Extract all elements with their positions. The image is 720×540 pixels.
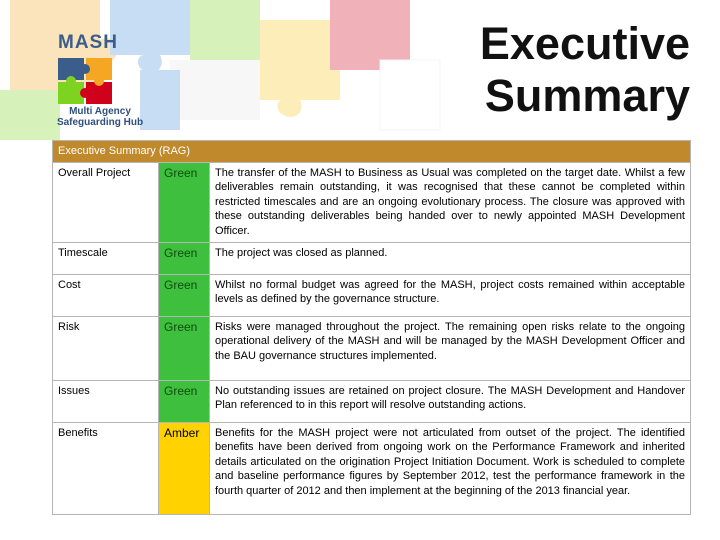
page-title <box>480 18 690 122</box>
status-badge: Green <box>159 242 210 274</box>
mash-logo <box>38 28 168 140</box>
page-title-line2: Summary <box>484 70 690 121</box>
table-row <box>53 422 691 514</box>
logo-title: MASH <box>58 32 118 53</box>
table-row <box>53 274 691 316</box>
row-description: Whilst no formal budget was agreed for the MASH, project costs remained within acceptable levels as defined by the governance structure. <box>210 274 691 316</box>
status-badge: Green <box>159 274 210 316</box>
row-description: Benefits for the MASH project were not articulated from outset of the project. The identified benefits have been derived from ongoing work on the Performance Framework and inherited details articulated on the origination Project Initiation Document. Work is scheduled to complete and baseline performance figures by September 2012, test the performance framework in the fourth quarter of 2012 and then implement at the beginning of the 2013 financial year. <box>210 422 691 514</box>
logo-subtitle-line2: Safeguarding Hub <box>56 117 144 128</box>
row-item: Benefits <box>53 422 159 514</box>
row-item: Issues <box>53 380 159 422</box>
table-row <box>53 380 691 422</box>
table-header: Executive Summary (RAG) <box>53 141 691 163</box>
row-item: Overall Project <box>53 162 159 242</box>
table-row <box>53 162 691 242</box>
logo-subtitle-line1: Multi Agency <box>69 106 131 117</box>
row-item: Risk <box>53 316 159 380</box>
row-item: Cost <box>53 274 159 316</box>
table-row <box>53 242 691 274</box>
rag-table <box>52 140 691 515</box>
table-header-row <box>53 141 691 163</box>
row-item: Timescale <box>53 242 159 274</box>
row-description: The transfer of the MASH to Business as Usual was completed on the target date. Whilst a few deliverables remain outstanding, it was recognised that these cannot be completed within restricted timescales and are an ongoing evolutionary process. The closure was approved with these outstanding deliverables being handed over to newly appointed MASH Development Officer. <box>210 162 691 242</box>
status-badge: Green <box>159 380 210 422</box>
table-row <box>53 316 691 380</box>
row-description: Risks were managed throughout the project. The remaining open risks relate to the ongoing operational delivery of the MASH and will be managed by the MASH Development Officer and the BAU governance structures implemented. <box>210 316 691 380</box>
status-badge: Green <box>159 316 210 380</box>
page-title-line1: Executive <box>479 18 690 69</box>
row-description: The project was closed as planned. <box>210 242 691 274</box>
row-description: No outstanding issues are retained on project closure. The MASH Development and Handover Plan referenced to in this report will resolve outstanding actions. <box>210 380 691 422</box>
status-badge: Green <box>159 162 210 242</box>
logo-puzzle-icon <box>58 58 114 104</box>
logo-subtitle <box>40 106 160 128</box>
status-badge: Amber <box>159 422 210 514</box>
